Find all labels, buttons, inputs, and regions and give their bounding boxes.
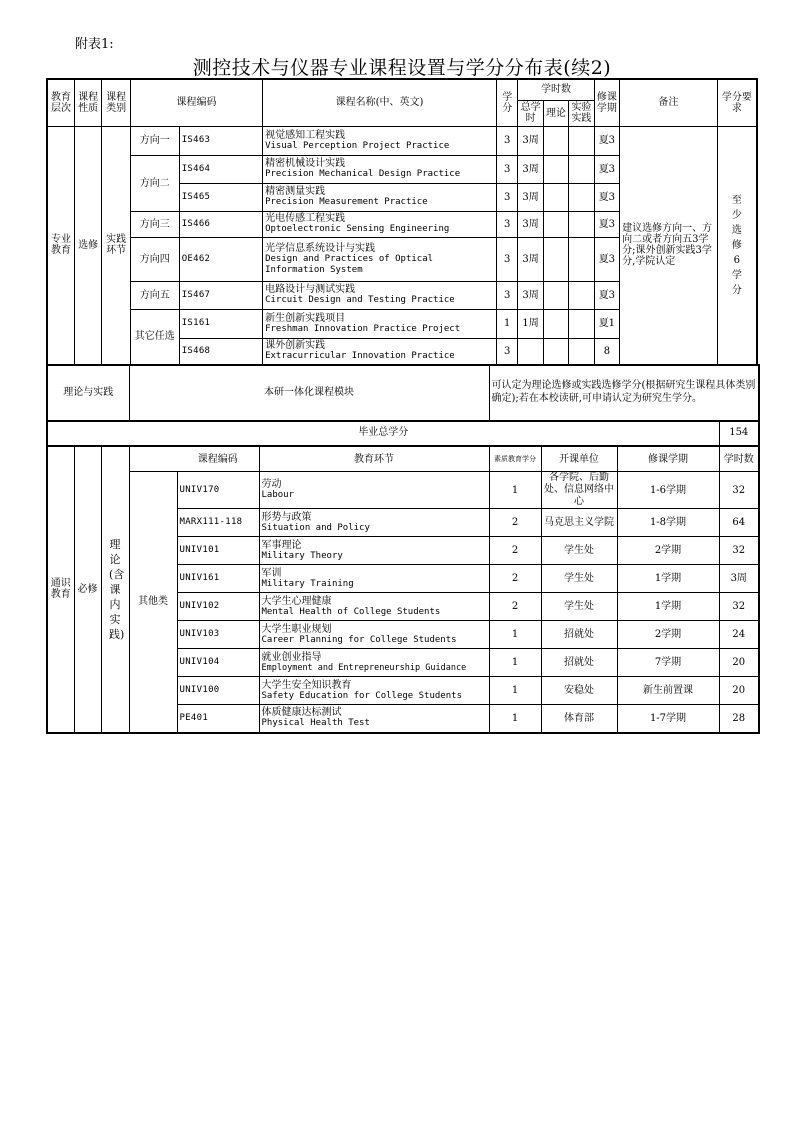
course-code: OE462	[179, 237, 262, 281]
hours-cell: 20	[719, 649, 759, 677]
hours-cell: 24	[719, 621, 759, 649]
credit-req-text: 至少选修6学分	[731, 194, 742, 296]
term-cell: 7学期	[617, 649, 719, 677]
total-hours-cell	[518, 338, 543, 365]
group-cell: 其它任选	[130, 309, 179, 365]
credits-cell: 1	[489, 621, 541, 649]
course-code: UNIV104	[177, 649, 259, 677]
group-cell: 方向二	[130, 155, 179, 211]
total-value: 154	[719, 421, 759, 446]
course-name-zh: 精密测量实践	[265, 186, 326, 197]
course-name-zh: 光学信息系统设计与实践	[265, 242, 376, 254]
gen-header-quality-credits: 素质教育学分	[489, 447, 541, 472]
term-cell: 1学期	[617, 565, 719, 593]
lab-cell	[569, 237, 594, 281]
group-cell: 方向五	[130, 281, 179, 309]
lab-cell	[569, 211, 594, 237]
section2-label: 理论与实践	[47, 365, 129, 421]
gen-header-code: 课程编码	[177, 447, 259, 472]
course-table-specialized	[46, 78, 758, 366]
course-name-en: Career Planning for College Students	[261, 634, 457, 645]
credits-cell: 2	[489, 509, 541, 537]
lab-cell	[569, 155, 594, 183]
course-name-zh: 大学生心理健康	[261, 595, 332, 607]
course-name-zh: 体质健康达标测试	[261, 707, 342, 719]
term-cell: 夏3	[594, 211, 619, 237]
hours-cell: 3周	[719, 565, 759, 593]
header-credits: 学分	[497, 79, 518, 126]
theory-cell	[543, 338, 568, 365]
attachment-label: 附表1:	[75, 37, 114, 52]
term-cell: 夏1	[594, 309, 619, 338]
unit-cell: 各学院、后勤处、信息网络中心	[541, 472, 617, 509]
theory-cell	[543, 126, 568, 155]
course-code: IS161	[179, 309, 262, 338]
course-name-zh: 大学生安全知识教育	[261, 679, 352, 691]
course-name-zh: 视觉感知工程实践	[265, 129, 346, 141]
course-name-zh: 光电传感工程实践	[265, 213, 346, 224]
credits-cell: 1	[489, 472, 541, 509]
nature-cell: 选修	[74, 126, 101, 365]
credits-cell: 3	[497, 338, 518, 365]
course-code: UNIV170	[177, 472, 259, 509]
header-course-nature: 课程性质	[74, 79, 101, 126]
total-hours-cell: 3周	[518, 126, 543, 155]
lab-cell	[569, 183, 594, 211]
credits-cell: 3	[497, 155, 518, 183]
total-label: 毕业总学分	[47, 421, 719, 446]
credits-cell: 3	[497, 237, 518, 281]
hours-cell: 32	[719, 472, 759, 509]
header-lab: 实验实践	[569, 100, 594, 126]
unit-cell: 学生处	[541, 565, 617, 593]
lab-cell	[569, 281, 594, 309]
course-name-zh: 军事理论	[261, 539, 302, 551]
header-course-name: 课程名称(中、英文)	[263, 79, 497, 126]
course-name-en: Precision Measurement Practice	[265, 197, 428, 207]
lab-cell	[569, 309, 594, 338]
remarks-cell: 建议选修方向一、方向二或者方向五3学分;课外创新实践3学分,学院认定	[620, 126, 718, 365]
total-hours-cell: 3周	[518, 237, 543, 281]
course-name-en: Labour	[261, 490, 295, 500]
gen-header-unit: 开课单位	[541, 447, 617, 472]
credits-cell: 1	[489, 677, 541, 705]
group-cell: 方向一	[130, 126, 179, 155]
course-table-general	[46, 446, 760, 734]
term-cell: 夏3	[594, 237, 619, 281]
course-table-integrated	[46, 364, 760, 422]
gen-nature-cell: 必修	[74, 447, 101, 733]
credits-cell: 1	[489, 705, 541, 733]
course-code: UNIV100	[177, 677, 259, 705]
credits-cell: 1	[497, 309, 518, 338]
term-cell: 8	[594, 338, 619, 365]
section2-note: 可认定为理论选修或实践选修学分(根据研究生课程具体类别确定);若在本校读研,可申请认定为研究生学分。	[489, 365, 759, 421]
header-credit-req: 学分要求	[717, 79, 757, 126]
total-hours-cell: 3周	[518, 183, 543, 211]
credits-cell: 1	[489, 649, 541, 677]
theory-cell	[543, 309, 568, 338]
course-name-en: Physical Health Test	[261, 718, 370, 729]
theory-cell	[543, 237, 568, 281]
gen-header-hours: 学时数	[719, 447, 759, 472]
course-code: IS466	[179, 211, 262, 237]
header-total-hours: 总学时	[518, 100, 543, 126]
course-name-en: Precision Mechanical Design Practice	[265, 169, 461, 179]
term-cell: 1-7学期	[617, 705, 719, 733]
course-name-en: Extracurricular Innovation Practice	[265, 351, 455, 362]
term-cell: 2学期	[617, 537, 719, 565]
hours-cell: 64	[719, 509, 759, 537]
credits-cell: 2	[489, 565, 541, 593]
unit-cell: 体育部	[541, 705, 617, 733]
header-remarks: 备注	[620, 79, 718, 126]
theory-cell	[543, 155, 568, 183]
course-code: IS464	[179, 155, 262, 183]
course-name-en: Visual Perception Project Practice	[265, 140, 450, 151]
course-name-en: Circuit Design and Testing Practice	[265, 295, 455, 305]
gen-header-term: 修课学期	[617, 447, 719, 472]
header-course-type: 课程类别	[102, 79, 130, 126]
term-cell: 2学期	[617, 621, 719, 649]
course-name-en: Military Training	[261, 578, 354, 589]
unit-cell: 招就处	[541, 649, 617, 677]
lab-cell	[569, 338, 594, 365]
course-code: UNIV101	[177, 537, 259, 565]
total-hours-cell: 1周	[518, 309, 543, 338]
credits-cell: 3	[497, 211, 518, 237]
term-cell: 新生前置课	[617, 677, 719, 705]
term-cell: 1-8学期	[617, 509, 719, 537]
header-hours: 学时数	[518, 79, 594, 100]
theory-cell	[543, 211, 568, 237]
total-credits-table	[46, 420, 760, 447]
page-title: 测控技术与仪器专业课程设置与学分分布表(续2)	[192, 57, 612, 79]
course-name-en: Employment and Entrepreneurship Guidance	[261, 662, 467, 673]
gen-type-cell	[101, 447, 129, 733]
course-name-zh: 精密机械设计实践	[265, 158, 346, 169]
hours-cell: 28	[719, 705, 759, 733]
course-name-zh: 电路设计与测试实践	[265, 284, 356, 295]
course-name-en: Mental Health of College Students	[261, 606, 441, 617]
header-edu-level: 教育层次	[47, 79, 74, 126]
term-cell: 1学期	[617, 593, 719, 621]
hours-cell: 20	[719, 677, 759, 705]
credits-cell: 3	[497, 281, 518, 309]
credits-cell: 2	[489, 593, 541, 621]
gen-type-text: 理论(含课内实践)	[109, 537, 125, 641]
credits-cell: 2	[489, 537, 541, 565]
lab-cell	[569, 126, 594, 155]
course-name-zh: 新生创新实践项目	[265, 312, 346, 324]
course-code: IS465	[179, 183, 262, 211]
course-code: UNIV103	[177, 621, 259, 649]
credits-cell: 3	[497, 183, 518, 211]
theory-cell	[543, 281, 568, 309]
unit-cell: 学生处	[541, 537, 617, 565]
term-cell: 1-6学期	[617, 472, 719, 509]
course-name-en: Situation and Policy	[261, 522, 370, 533]
course-name-en: Design and Practices of Optical Information System	[265, 253, 434, 275]
theory-cell	[543, 183, 568, 211]
unit-cell: 招就处	[541, 621, 617, 649]
gen-header-blank	[129, 447, 177, 472]
group-cell: 方向四	[130, 237, 179, 281]
course-code: IS467	[179, 281, 262, 309]
total-hours-cell: 3周	[518, 211, 543, 237]
course-name-en: Optoelectronic Sensing Engineering	[265, 224, 450, 234]
unit-cell: 马克思主义学院	[541, 509, 617, 537]
gen-subtype-cell: 其他类	[129, 472, 177, 733]
total-hours-cell: 3周	[518, 155, 543, 183]
hours-cell: 32	[719, 593, 759, 621]
unit-cell: 安稳处	[541, 677, 617, 705]
header-term: 修课学期	[594, 79, 619, 126]
header-theory: 理论	[543, 100, 568, 126]
course-name-zh: 形势与政策	[261, 511, 312, 523]
course-code: MARX111-118	[177, 509, 259, 537]
gen-header-link: 教育环节	[259, 447, 489, 472]
course-name-zh: 课外创新实践	[265, 340, 326, 352]
course-name-en: Freshman Innovation Practice Project	[265, 323, 461, 334]
course-name-en: Military Theory	[261, 550, 343, 561]
total-hours-cell: 3周	[518, 281, 543, 309]
course-code: IS463	[179, 126, 262, 155]
unit-cell: 学生处	[541, 593, 617, 621]
course-name-en: Safety Education for College Students	[261, 690, 462, 701]
hours-cell: 32	[719, 537, 759, 565]
edu-level-cell: 专业教育	[47, 126, 74, 365]
course-code: UNIV161	[177, 565, 259, 593]
course-code: IS468	[179, 338, 262, 365]
term-cell: 夏3	[594, 155, 619, 183]
course-name-zh: 军训	[261, 567, 282, 579]
course-name-zh: 就业创业指导	[261, 651, 322, 663]
course-code: UNIV102	[177, 593, 259, 621]
credit-req-cell	[717, 126, 757, 365]
section2-module: 本研一体化课程模块	[129, 365, 489, 421]
course-code: PE401	[177, 705, 259, 733]
course-name-zh: 大学生职业规划	[261, 623, 332, 635]
type-cell: 实践环节	[102, 126, 130, 365]
term-cell: 夏3	[594, 281, 619, 309]
group-cell: 方向三	[130, 211, 179, 237]
credits-cell: 3	[497, 126, 518, 155]
gen-edu-level-cell: 通识教育	[47, 447, 74, 733]
course-name-zh: 劳动	[261, 479, 282, 490]
term-cell: 夏3	[594, 126, 619, 155]
term-cell: 夏3	[594, 183, 619, 211]
header-course-code: 课程编码	[130, 79, 262, 126]
